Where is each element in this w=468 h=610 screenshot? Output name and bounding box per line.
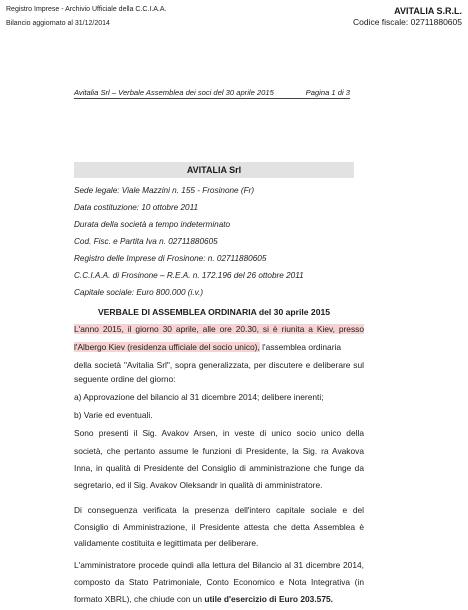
- running-header-title: Avitalia Srl – Verbale Assemblea dei soci del 30 aprile 2015: [74, 88, 274, 97]
- body-line: Consiglio di Amministrazione, il Presidente attesta che detta Assemblea è: [74, 522, 364, 532]
- balance-date-label: Bilancio aggiornato al 31/12/2014: [6, 20, 110, 27]
- body-line: composto da Stato Patrimoniale, Conto Economico e Nota Integrativa (in: [74, 577, 364, 587]
- body-line: segretario, ed il Sig. Avakov Oleksandr in qualità di amministratore.: [74, 480, 323, 490]
- agenda-item-b: b) Varie ed eventuali.: [74, 410, 153, 420]
- fiscal-code-header: Codice fiscale: 02711880605: [352, 17, 462, 27]
- body-line: società, che pertanto assume le funzioni di Presidente, la Sig. ra Avakova: [74, 446, 364, 456]
- info-codice-fiscale: Cod. Fisc. e Partita Iva n. 02711880605: [74, 237, 218, 246]
- body-line: Di conseguenza verificata la presenza dell'intero capitale sociale e del: [74, 505, 364, 515]
- running-header: [74, 88, 350, 99]
- body-line: Sono presenti il Sig. Avakov Arsen, in veste di unico socio unico della: [74, 428, 364, 438]
- body-line: seguente ordine del giorno:: [74, 374, 176, 384]
- body-text-segment: formato XBRL), che chiude con un: [74, 594, 205, 604]
- body-line: [74, 342, 364, 353]
- body-line: della società "Avitalia Srl", sopra generalizzata, per discutere e deliberare sul: [74, 360, 364, 370]
- company-title-box: AVITALIA Srl: [74, 162, 354, 178]
- profit-amount: utile d'esercizio di Euro 203.575.: [204, 594, 333, 604]
- agenda-item-a: a) Approvazione del bilancio al 31 dicembre 2014; delibere inerenti;: [74, 392, 324, 402]
- info-registro-imprese: Registro delle Imprese di Frosinone: n. 02711880605: [74, 254, 267, 263]
- body-line: Inna, in qualità di Presidente del Consiglio di amministrazione che funge da: [74, 463, 364, 473]
- highlighted-text: L'anno 2015, il giorno 30 aprile, alle ore 20.30, si è riunita a Kiev, presso: [74, 324, 364, 334]
- info-rea: C.C.I.A.A. di Frosinone – R.E.A. n. 172.196 del 26 ottobre 2011: [74, 271, 304, 280]
- registry-label: Registro Imprese - Archivio Ufficiale della C.C.I.A.A.: [6, 6, 167, 13]
- info-capitale-sociale: Capitale sociale: Euro 800.000 (i.v.): [74, 288, 204, 297]
- body-line: [74, 594, 364, 605]
- info-sede-legale: Sede legale: Viale Mazzini n. 155 - Frosinone (Fr): [74, 186, 255, 195]
- highlighted-text: l'Albergo Kiev (residenza ufficiale del socio unico),: [74, 342, 260, 352]
- body-line: L'amministratore procede quindi alla lettura del Bilancio al 31 dicembre 2014,: [74, 560, 364, 570]
- info-data-costituzione: Data costituzione: 10 ottobre 2011: [74, 203, 199, 212]
- body-line: [74, 324, 364, 335]
- body-line: validamente costituita e legittimata per deliberare.: [74, 538, 259, 548]
- body-text-segment: l'assemblea ordinaria: [259, 342, 341, 352]
- verbale-title: VERBALE DI ASSEMBLEA ORDINARIA del 30 aprile 2015: [97, 307, 331, 317]
- company-name-header: AVITALIA S.R.L.: [394, 6, 462, 16]
- info-durata: Durata della società a tempo indeterminato: [74, 220, 231, 229]
- page-number: Pagina 1 di 3: [305, 88, 350, 97]
